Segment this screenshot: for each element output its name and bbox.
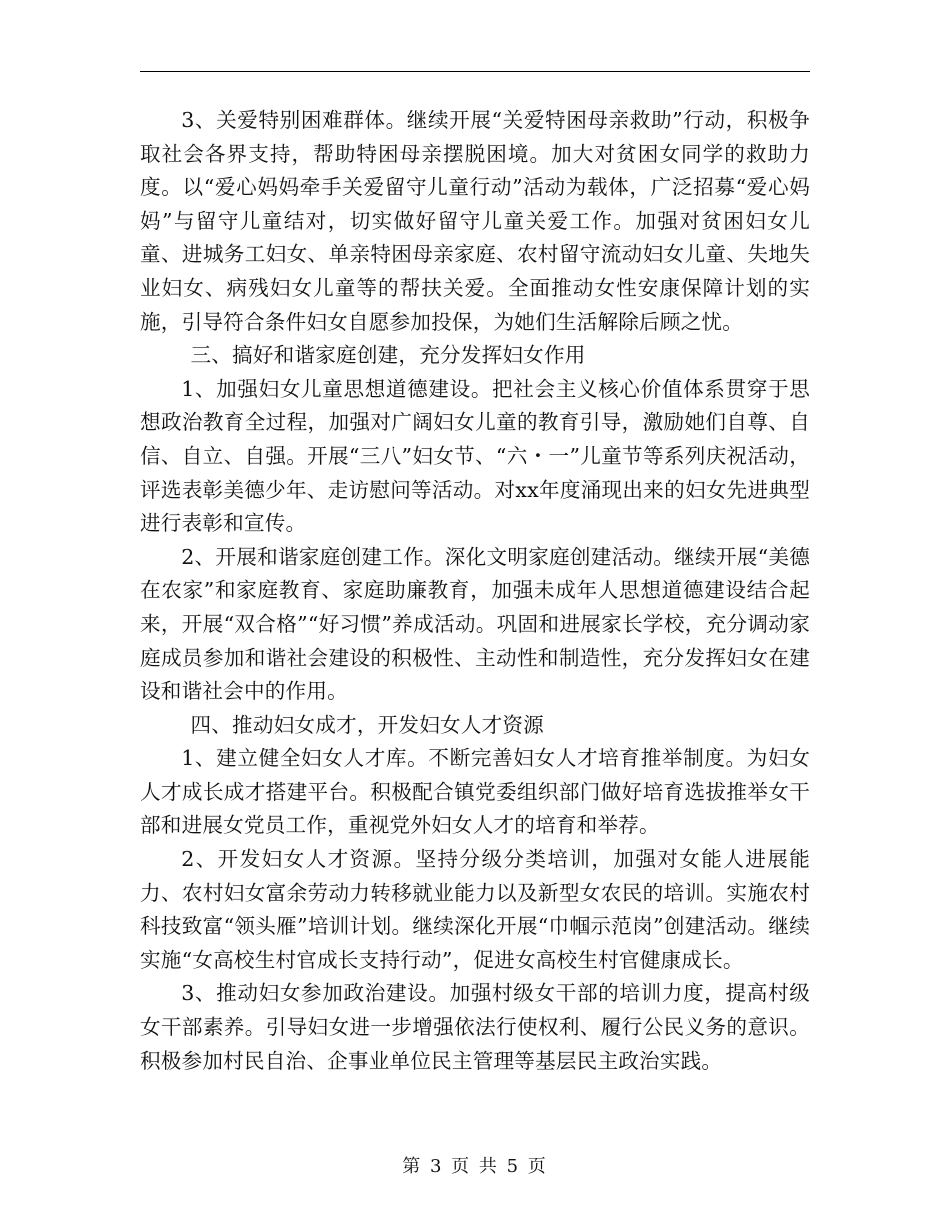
page-number: 第 3 页 共 5 页 xyxy=(402,1156,548,1177)
document-body xyxy=(140,104,810,1078)
paragraph: 3、关爱特别困难群体。继续开展“关爱特困母亲救助”行动，积极争取社会各界支持，帮助特困母亲摆脱困境。加大对贫困女同学的救助力度。以“爱心妈妈牵手关爱留守儿童行动”活动为载体，广泛招募“爱心妈妈”与留守儿童结对，切实做好留守儿童关爱工作。加强对贫困妇女儿童、进城务工妇女、单亲特困母亲家庭、农村留守流动妇女儿童、失地失业妇女、病残妇女儿童等的帮扶关爱。全面推动女性安康保障计划的实施，引导符合条件妇女自愿参加投保，为她们生活解除后顾之忧。 xyxy=(140,108,810,334)
paragraph: 2、开发妇女人才资源。坚持分级分类培训，加强对女能人进展能力、农村妇女富余劳动力转移就业能力以及新型女农民的培训。实施农村科技致富“领头雁”培训计划。继续深化开展“巾帼示范岗”创建活动。继续实施“女高校生村官成长支持行动”，促进女高校生村官健康成长。 xyxy=(140,847,810,972)
paragraph: 3、推动妇女参加政治建设。加强村级女干部的培训力度，提高村级女干部素养。引导妇女进一步增强依法行使权利、履行公民义务的意识。积极参加村民自治、企事业单位民主管理等基层民主政治实践。 xyxy=(140,981,810,1073)
section-heading: 四、推动妇女成才，开发妇女人才资源 xyxy=(190,712,544,737)
paragraph: 1、建立健全妇女人才库。不断完善妇女人才培育推举制度。为妇女人才成长成才搭建平台。积极配合镇党委组织部门做好培育选拔推举女干部和进展女党员工作，重视党外妇女人才的培育和举荐。 xyxy=(140,746,810,838)
paragraph: 2、开展和谐家庭创建工作。深化文明家庭创建活动。继续开展“美德在农家”和家庭教育、家庭助廉教育，加强未成年人思想道德建设结合起来，开展“双合格”“好习惯”养成活动。巩固和进展家长学校，充分调动家庭成员参加和谐社会建设的积极性、主动性和制造性，充分发挥妇女在建设和谐社会中的作用。 xyxy=(140,544,810,704)
header-rule xyxy=(140,71,810,72)
paragraph: 1、加强妇女儿童思想道德建设。把社会主义核心价值体系贯穿于思想政治教育全过程，加强对广阔妇女儿童的教育引导，激励她们自尊、自信、自立、自强。开展“三八”妇女节、“六・一”儿童节等系列庆祝活动，评选表彰美德少年、走访慰问等活动。对xx年度涌现出来的妇女先进典型进行表彰和宣传。 xyxy=(140,376,810,536)
section-heading: 三、搞好和谐家庭创建，充分发挥妇女作用 xyxy=(190,343,586,368)
